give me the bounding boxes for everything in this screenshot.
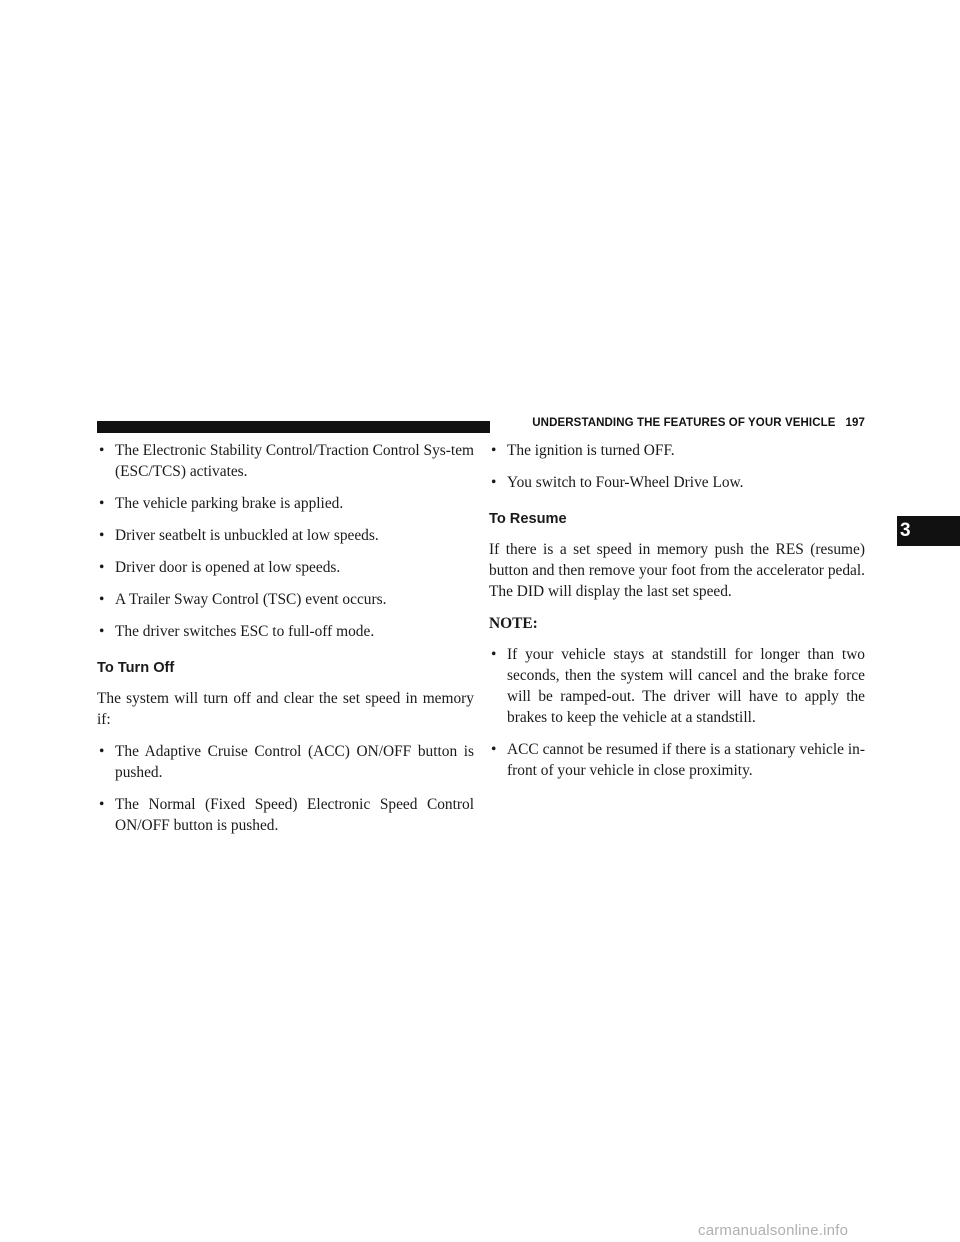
left-column xyxy=(97,440,474,847)
turn-off-paragraph: The system will turn off and clear the set speed in memory if: xyxy=(97,690,474,728)
chapter-tab: 3 xyxy=(897,516,960,546)
list-item: • The Normal (Fixed Speed) Electronic Speed Control ON/OFF button is pushed. xyxy=(99,796,474,834)
bullet-icon: • xyxy=(99,495,105,512)
list-item: • The Electronic Stability Control/Traction Control Sys-tem (ESC/TCS) activates. xyxy=(99,442,474,480)
list-item: • Driver door is opened at low speeds. xyxy=(99,559,341,576)
list-item: • The vehicle parking brake is applied. xyxy=(99,495,344,512)
bullet-icon: • xyxy=(99,559,105,576)
list-item: • The driver switches ESC to full-off mode. xyxy=(99,623,375,640)
bullet-icon: • xyxy=(99,442,105,459)
section-heading-resume: To Resume xyxy=(489,511,567,527)
footer-watermark: carmanualsonline.info xyxy=(698,1222,849,1239)
list-item: • ACC cannot be resumed if there is a stationary vehicle in-front of your vehicle in close proximity. xyxy=(491,741,865,779)
section-heading-turn-off: To Turn Off xyxy=(97,660,175,676)
running-header xyxy=(498,417,865,429)
bullet-icon: • xyxy=(99,796,105,813)
bullet-icon: • xyxy=(491,741,497,758)
bullet-icon: • xyxy=(491,646,497,663)
bullet-icon: • xyxy=(99,743,105,760)
right-column xyxy=(489,440,865,792)
list-item: • Driver seatbelt is unbuckled at low speeds. xyxy=(99,527,379,544)
list-item: • The Adaptive Cruise Control (ACC) ON/OFF button is pushed. xyxy=(99,743,474,781)
header-rule xyxy=(97,421,490,433)
bullet-icon: • xyxy=(491,442,497,459)
resume-paragraph: If there is a set speed in memory push the RES (resume) button and then remove your foot from the accelerator pedal. The DID will display the last set speed. xyxy=(489,541,865,600)
header-title: UNDERSTANDING THE FEATURES OF YOUR VEHICLE xyxy=(532,417,836,429)
bullet-icon: • xyxy=(99,527,105,544)
page-number: 197 xyxy=(845,417,865,429)
list-item: • If your vehicle stays at standstill for longer than two seconds, then the system will cancel and the brake force will be ramped-out. The driver will have to apply the brakes to keep the vehicle at a standstill. xyxy=(491,646,865,726)
bullet-icon: • xyxy=(99,623,105,640)
list-item: • You switch to Four-Wheel Drive Low. xyxy=(491,474,744,491)
bullet-icon: • xyxy=(99,591,105,608)
note-label: NOTE: xyxy=(489,615,538,632)
bullet-icon: • xyxy=(491,474,497,491)
list-item: • A Trailer Sway Control (TSC) event occurs. xyxy=(99,591,387,608)
list-item: • The ignition is turned OFF. xyxy=(491,442,675,459)
